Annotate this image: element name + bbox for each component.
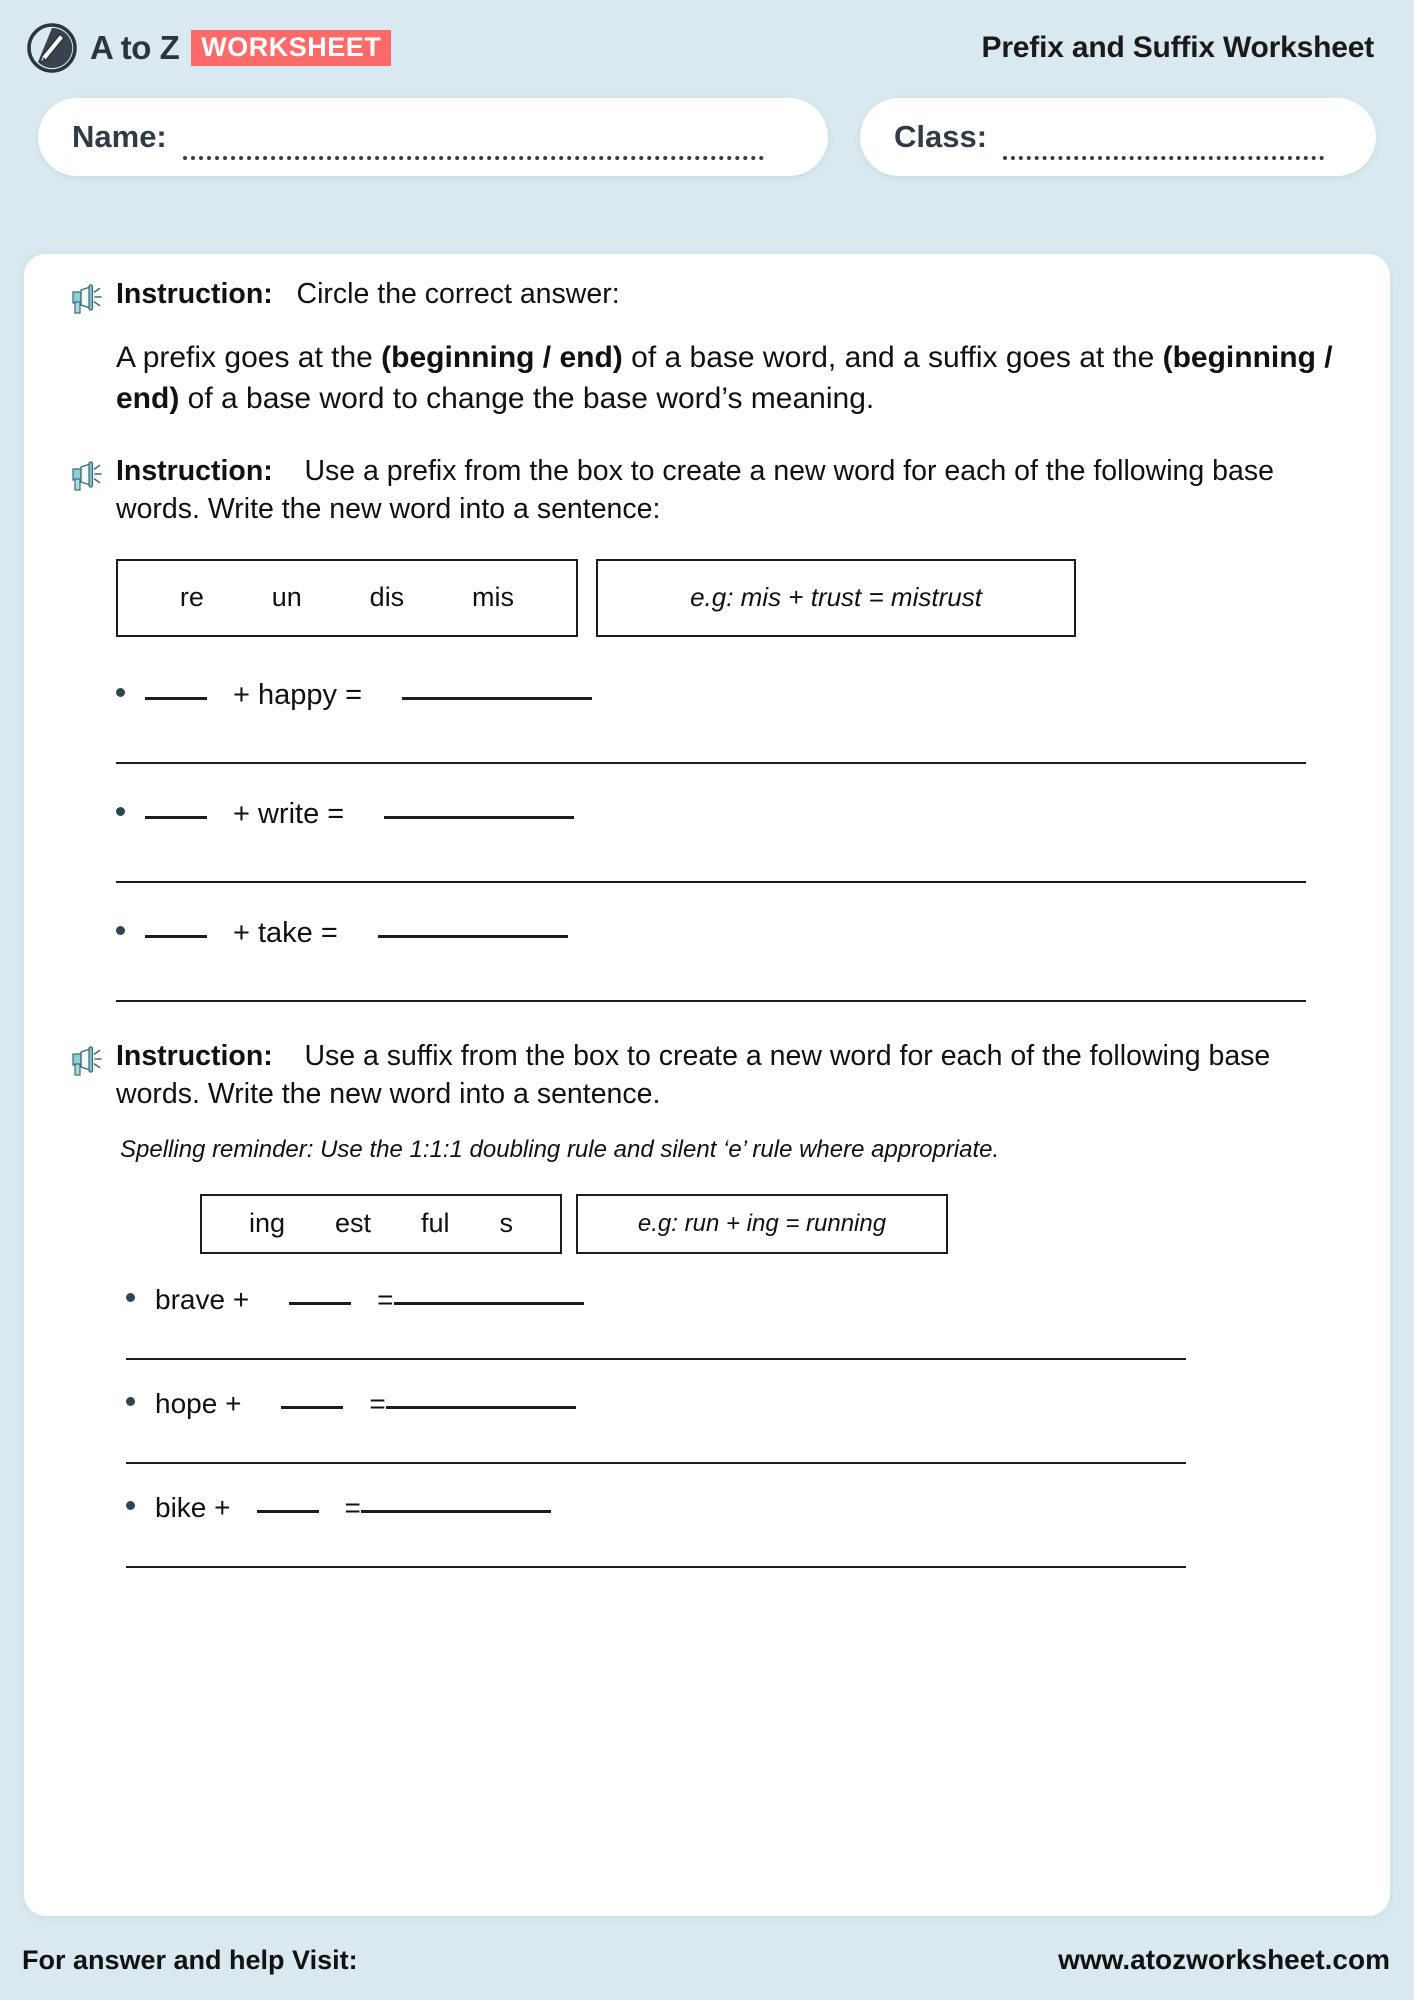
new-word-blank-input[interactable] xyxy=(384,816,574,819)
new-word-blank-input[interactable] xyxy=(361,1510,551,1513)
page-title: Prefix and Suffix Worksheet xyxy=(981,31,1374,64)
name-field[interactable] xyxy=(38,98,828,176)
suffix-option[interactable]: ful xyxy=(420,1208,450,1239)
sentence-answer-line[interactable] xyxy=(116,1000,1306,1002)
new-word-blank-input[interactable] xyxy=(386,1406,576,1409)
suffix-blank-input[interactable] xyxy=(257,1510,319,1513)
class-label: Class: xyxy=(894,119,988,154)
sentence-answer-line[interactable] xyxy=(126,1358,1186,1360)
base-word-label: brave + xyxy=(155,1283,250,1315)
page-footer xyxy=(0,1920,1414,2000)
exercise-row xyxy=(126,1388,1346,1464)
instruction-label: Instruction: xyxy=(116,455,273,487)
prefix-example-box xyxy=(596,559,1076,637)
instruction-label: Instruction: xyxy=(116,278,273,310)
instruction-2-text xyxy=(116,453,1346,529)
sentence-answer-line[interactable] xyxy=(116,762,1306,764)
suffix-box-row xyxy=(200,1194,1346,1254)
statement-choice-2[interactable]: (beginning / end) xyxy=(116,341,1333,415)
brand-name: A to Z xyxy=(90,29,180,66)
sentence-answer-line[interactable] xyxy=(126,1566,1186,1568)
page-header xyxy=(0,0,1414,96)
suffix-example-box xyxy=(576,1194,948,1254)
exercise-row xyxy=(126,1492,1346,1568)
instruction-1-body: Circle the correct answer: xyxy=(296,278,620,310)
class-field[interactable] xyxy=(860,98,1376,176)
list-item xyxy=(116,679,1346,712)
suffix-blank-input[interactable] xyxy=(289,1302,351,1305)
list-item xyxy=(116,798,1346,831)
prefix-box-row xyxy=(116,559,1346,637)
new-word-blank-input[interactable] xyxy=(402,697,592,700)
prefix-example-text: e.g: mis + trust = mistrust xyxy=(690,582,982,613)
megaphone-icon xyxy=(68,459,104,493)
instruction-label: Instruction: xyxy=(116,1039,273,1072)
base-word-label: hope + xyxy=(155,1387,242,1419)
statement-choice-1[interactable]: (beginning / end) xyxy=(381,341,623,374)
prefix-option[interactable]: re xyxy=(179,582,204,613)
suffix-word-bank xyxy=(200,1194,562,1254)
name-input-line[interactable] xyxy=(183,140,764,160)
prefix-blank-input[interactable] xyxy=(145,697,207,700)
suffix-option[interactable]: ing xyxy=(248,1208,286,1239)
bullet-icon xyxy=(126,1501,135,1510)
suffix-option[interactable]: s xyxy=(499,1208,513,1239)
brand-logo xyxy=(26,22,391,74)
instruction-1-text xyxy=(116,276,620,314)
brand-tag: WORKSHEET xyxy=(191,30,391,65)
sentence-answer-line[interactable] xyxy=(126,1462,1186,1464)
instruction-3-text xyxy=(116,1038,1346,1114)
bullet-icon xyxy=(116,926,125,935)
list-item xyxy=(116,917,1346,950)
instruction-2-line1: Use a prefix from the box to create a new word for each of the xyxy=(304,455,1086,487)
suffix-example-text: e.g: run + ing = running xyxy=(637,1209,887,1237)
base-word-label: + take = xyxy=(233,916,338,949)
bullet-icon xyxy=(116,807,125,816)
prefix-exercise-list xyxy=(116,679,1346,1002)
worksheet-body xyxy=(24,254,1390,1916)
prefix-option[interactable]: dis xyxy=(369,582,405,613)
pen-circle-logo-icon xyxy=(26,22,78,74)
prefix-word-bank xyxy=(116,559,578,637)
class-input-line[interactable] xyxy=(1003,140,1324,160)
name-label: Name: xyxy=(72,119,167,154)
base-word-label: bike + xyxy=(155,1491,231,1523)
bullet-icon xyxy=(126,1397,135,1406)
megaphone-icon xyxy=(68,282,104,316)
statement-part-3: of a base word to change the base word’s meaning. xyxy=(179,381,875,415)
prefix-option[interactable]: mis xyxy=(472,582,515,613)
instruction-2-line2: following base words. Write the new word into a sentence: xyxy=(116,455,1274,525)
instruction-3-line1: Use a suffix from the box to create a new word for each of the xyxy=(304,1039,1082,1072)
equals-sign: = xyxy=(344,1491,361,1523)
base-word-label: + happy = xyxy=(233,678,362,711)
instruction-1 xyxy=(68,276,1346,316)
bullet-icon xyxy=(116,688,125,697)
suffix-blank-input[interactable] xyxy=(281,1406,343,1409)
instruction-2 xyxy=(68,453,1346,529)
footer-help-text: For answer and help Visit: xyxy=(22,1944,358,1975)
list-item xyxy=(126,1284,1346,1316)
list-item xyxy=(126,1492,1346,1524)
student-info-row xyxy=(0,98,1414,176)
instruction-3 xyxy=(68,1038,1346,1114)
base-word-label: + write = xyxy=(233,797,345,830)
prefix-suffix-statement xyxy=(116,338,1346,419)
new-word-blank-input[interactable] xyxy=(378,935,568,938)
megaphone-icon xyxy=(68,1044,104,1078)
prefix-blank-input[interactable] xyxy=(145,935,207,938)
exercise-row xyxy=(116,798,1346,883)
suffix-exercise-list xyxy=(126,1284,1346,1568)
spelling-reminder: Spelling reminder: Use the 1:1:1 doubling rule and silent ‘e’ rule where appropriate. xyxy=(120,1135,1000,1163)
footer-website-link[interactable]: www.atozworksheet.com xyxy=(1058,1944,1390,1975)
sentence-answer-line[interactable] xyxy=(116,881,1306,883)
prefix-option[interactable]: un xyxy=(271,582,302,613)
statement-part-1: A prefix goes at the xyxy=(116,341,382,374)
equals-sign: = xyxy=(369,1387,386,1419)
statement-part-2: of a base word, and a suffix goes at the xyxy=(622,341,1163,374)
suffix-option[interactable]: est xyxy=(334,1208,372,1239)
new-word-blank-input[interactable] xyxy=(394,1302,584,1305)
instruction-3-line2: following base words. Write the new word into a sentence. xyxy=(116,1039,1271,1110)
list-item xyxy=(126,1388,1346,1420)
exercise-row xyxy=(116,917,1346,1002)
bullet-icon xyxy=(126,1293,135,1302)
prefix-blank-input[interactable] xyxy=(145,816,207,819)
exercise-row xyxy=(126,1284,1346,1360)
equals-sign: = xyxy=(377,1283,394,1315)
exercise-row xyxy=(116,679,1346,764)
